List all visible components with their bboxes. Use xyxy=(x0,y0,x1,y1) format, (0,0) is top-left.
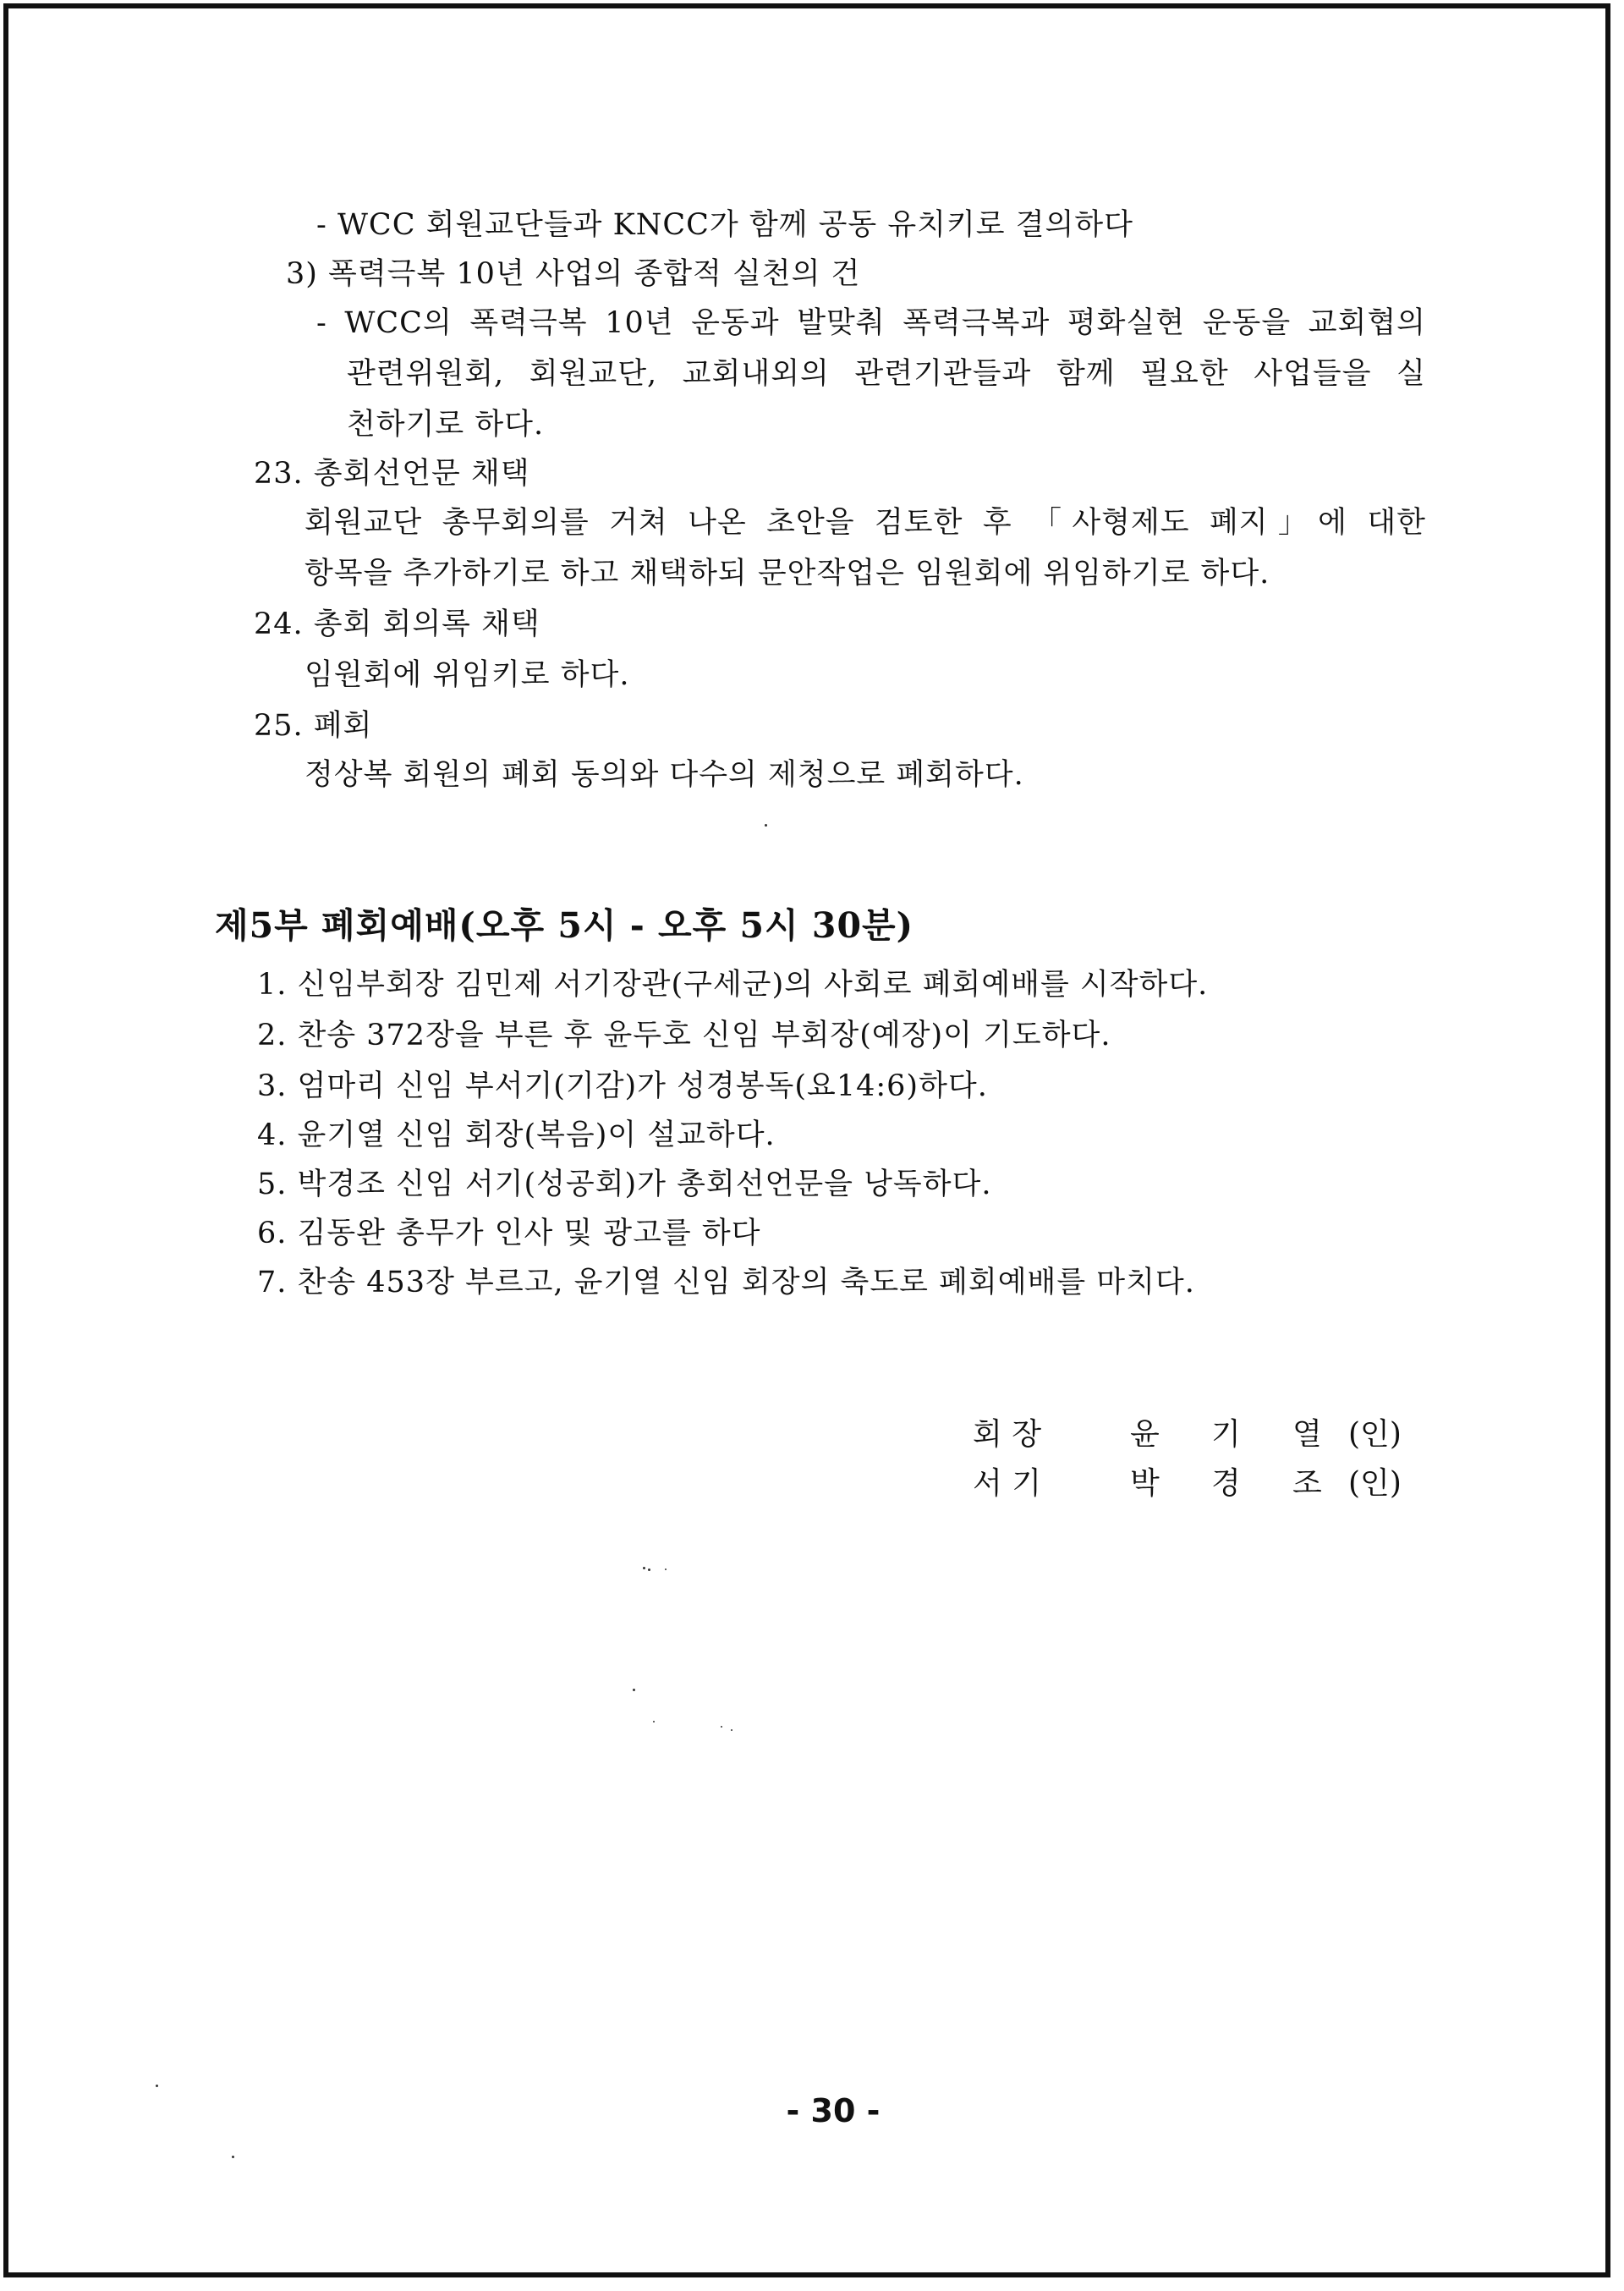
signature-name-char: 조 xyxy=(1292,1466,1322,1501)
scan-speck xyxy=(721,1726,722,1728)
section5-item: 3. 엄마리 신임 부서기(기감)가 성경봉독(요14:6)하다. xyxy=(257,1069,988,1103)
item23-body-line: 항목을 추가하기로 하고 채택하되 문안작업은 임원회에 위임하기로 하다. xyxy=(304,557,1270,591)
scan-speck xyxy=(765,824,767,827)
page-number: - 30 - xyxy=(786,2092,881,2129)
signature-title: 회 장 xyxy=(973,1417,1041,1452)
signature-name-char: 경 xyxy=(1211,1466,1241,1501)
signature-name-char: 기 xyxy=(1211,1417,1241,1452)
item3-body-line: - WCC의 폭력극복 10년 운동과 발맞춰 폭력극복과 평화실현 운동을 교회협의 xyxy=(316,306,1426,340)
signature-seal: (인) xyxy=(1348,1466,1402,1501)
scan-speck xyxy=(232,2156,234,2158)
section5-item: 5. 박경조 신임 서기(성공회)가 총회선언문을 낭독하다. xyxy=(257,1167,992,1201)
section5-item: 6. 김동완 총무가 인사 및 광고를 하다 xyxy=(257,1217,761,1250)
scan-speck xyxy=(156,2085,158,2087)
item25-title: 25. 폐회 xyxy=(254,709,373,743)
section5-item: 4. 윤기열 신임 회장(복음)이 설교하다. xyxy=(257,1118,776,1152)
page-border xyxy=(3,3,1610,2277)
section5-heading: 제5부 폐회예배(오후 5시 - 오후 5시 30분) xyxy=(215,905,914,946)
item25-body: 정상복 회원의 폐회 동의와 다수의 제청으로 폐회하다. xyxy=(304,758,1024,792)
section5-item: 2. 찬송 372장을 부른 후 윤두호 신임 부회장(예장)이 기도하다. xyxy=(257,1019,1111,1052)
item3-title: 3) 폭력극복 10년 사업의 종합적 실천의 건 xyxy=(286,257,861,291)
scan-speck xyxy=(648,1569,650,1571)
signature-name-char: 열 xyxy=(1292,1417,1322,1452)
item24-title: 24. 총회 회의록 채택 xyxy=(254,607,540,641)
signature-name-char: 박 xyxy=(1130,1466,1160,1501)
scan-speck xyxy=(633,1689,635,1691)
scan-speck xyxy=(653,1721,655,1722)
signature-title: 서 기 xyxy=(973,1466,1041,1501)
item23-title: 23. 총회선언문 채택 xyxy=(254,457,530,491)
item24-body: 임원회에 위임키로 하다. xyxy=(304,658,630,692)
wcc-host-line: - WCC 회원교단들과 KNCC가 함께 공동 유치키로 결의하다 xyxy=(316,208,1133,242)
signature-seal: (인) xyxy=(1348,1417,1402,1452)
scan-speck xyxy=(643,1567,645,1569)
scan-speck xyxy=(731,1729,732,1731)
item23-body-line: 회원교단 총무회의를 거쳐 나온 초안을 검토한 후 「사형제도 폐지」에 대한 xyxy=(304,506,1426,540)
signature-name-char: 윤 xyxy=(1130,1417,1160,1452)
item3-body-line: 천하기로 하다. xyxy=(347,408,545,442)
scan-speck xyxy=(665,1569,667,1570)
section5-item: 7. 찬송 453장 부르고, 윤기열 신임 회장의 축도로 폐회예배를 마치다. xyxy=(257,1266,1195,1299)
section5-item: 1. 신임부회장 김민제 서기장관(구세군)의 사회로 폐회예배를 시작하다. xyxy=(257,968,1209,1002)
item3-body-line: 관련위원회, 회원교단, 교회내외의 관련기관들과 함께 필요한 사업들을 실 xyxy=(347,357,1426,391)
